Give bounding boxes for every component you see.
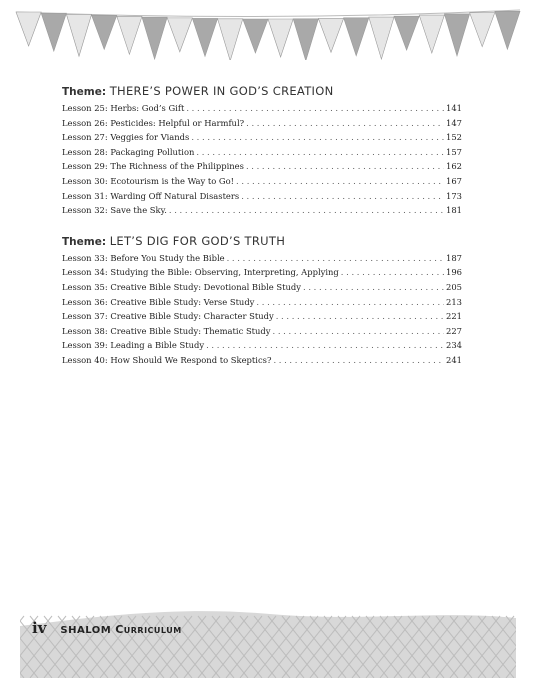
dot-leader: [191, 130, 444, 145]
page-ref: 147: [446, 117, 462, 128]
lesson-title: Lesson 36: Creative Bible Study: Verse Study: [62, 296, 255, 307]
dot-leader: [206, 338, 444, 353]
bunting-flag: [142, 17, 167, 59]
brand-name: [60, 623, 181, 636]
toc-entry: [62, 159, 462, 174]
page-ref: 196: [446, 267, 462, 278]
bunting-flag: [41, 13, 66, 51]
toc-entry: [62, 309, 462, 324]
dot-leader: [246, 116, 444, 131]
toc-entry: [62, 251, 462, 266]
toc-entry: [62, 145, 462, 160]
woven-pattern-band: [20, 606, 516, 678]
lesson-title: Lesson 29: The Richness of the Philippines: [62, 161, 244, 172]
theme-prefix: Theme:: [62, 235, 107, 248]
lesson-title: Lesson 32: Save the Sky.: [62, 205, 167, 216]
page-ref: 181: [446, 205, 462, 216]
bunting-flag: [419, 15, 444, 53]
toc-entry: [62, 353, 462, 368]
brand-rest: Curriculum: [115, 623, 182, 636]
lesson-title: Lesson 28: Packaging Pollution: [62, 146, 195, 157]
lesson-title: Lesson 31: Warding Off Natural Disasters: [62, 190, 240, 201]
toc-entry: [62, 189, 462, 204]
page-ref: 205: [446, 281, 462, 292]
page-number: iv: [32, 619, 47, 637]
bunting-flag: [369, 17, 394, 59]
page-ref: 152: [446, 132, 462, 143]
bunting-flag: [394, 16, 419, 50]
dot-leader: [273, 353, 444, 368]
lesson-title: Lesson 33: Before You Study the Bible: [62, 252, 225, 263]
dot-leader: [246, 159, 444, 174]
lesson-title: Lesson 26: Pesticides: Helpful or Harmful?: [62, 117, 245, 128]
dot-leader: [303, 280, 444, 295]
dot-leader: [256, 295, 444, 310]
bunting-flag: [470, 13, 495, 47]
bunting-flag: [344, 18, 369, 56]
toc-entry: [62, 101, 462, 116]
footer: [0, 598, 536, 688]
lesson-title: Lesson 27: Veggies for Viands: [62, 132, 190, 143]
toc-entry: [62, 280, 462, 295]
theme-section-truth: [62, 234, 462, 368]
dot-leader: [341, 265, 444, 280]
page-ref: 241: [446, 354, 462, 365]
page-ref: 162: [446, 161, 462, 172]
bunting-flag: [318, 18, 343, 52]
page-ref: 157: [446, 146, 462, 157]
bunting-flag: [293, 19, 318, 60]
dot-leader: [236, 174, 444, 189]
bunting-flag: [268, 19, 293, 57]
theme-prefix: Theme:: [62, 86, 107, 98]
theme-section-creation: [62, 84, 462, 218]
table-of-contents: [62, 84, 462, 384]
page-ref: 141: [446, 103, 462, 113]
dot-leader: [196, 145, 444, 160]
lesson-title: Lesson 40: How Should We Respond to Skeptics?: [62, 354, 272, 365]
toc-entry: [62, 265, 462, 280]
lesson-title: Lesson 39: Leading a Bible Study: [62, 340, 205, 351]
toc-entry: [62, 174, 462, 189]
dot-leader: [169, 203, 444, 218]
bunting-flag: [495, 11, 520, 49]
toc-entry: [62, 338, 462, 353]
toc-entry: [62, 116, 462, 131]
bunting-flag: [218, 19, 243, 60]
theme-name: THERE’S POWER IN GOD’S CREATION: [109, 84, 334, 98]
bunting-flag: [16, 12, 41, 46]
dot-leader: [273, 324, 444, 339]
page-ref: 234: [446, 340, 462, 351]
bunting-flag: [192, 18, 217, 56]
bunting-flag: [92, 15, 117, 49]
dot-leader: [276, 309, 444, 324]
theme-name: LET’S DIG FOR GOD’S TRUTH: [109, 233, 286, 248]
toc-entry: [62, 203, 462, 218]
bunting-flag: [117, 16, 142, 54]
dot-leader: [241, 189, 444, 204]
page-ref: 227: [446, 325, 462, 336]
bunting-flag: [243, 19, 268, 53]
lesson-title: Lesson 35: Creative Bible Study: Devotional Bible Study: [62, 281, 302, 292]
brand-bold: SHALOM: [60, 625, 112, 636]
toc-entry: [62, 295, 462, 310]
page-ref: 187: [446, 252, 462, 263]
dot-leader: [186, 101, 444, 116]
lesson-title: Lesson 34: Studying the Bible: Observing, Interpreting, Applying: [62, 267, 339, 278]
toc-entry: [62, 324, 462, 339]
page-ref: 173: [446, 190, 462, 201]
toc-entry: [62, 130, 462, 145]
bunting-decoration: [0, 0, 536, 60]
lesson-title: Lesson 37: Creative Bible Study: Character Study: [62, 311, 274, 322]
bunting-flag: [444, 14, 469, 56]
bunting-flag: [66, 14, 91, 56]
page-ref: 167: [446, 175, 462, 186]
lesson-title: Lesson 25: Herbs: God’s Gift: [62, 103, 185, 113]
lesson-title: Lesson 38: Creative Bible Study: Thematic Study: [62, 325, 271, 336]
theme-heading: [62, 84, 462, 98]
theme-heading: [62, 234, 462, 248]
bunting-flag: [167, 18, 192, 52]
lesson-title: Lesson 30: Ecotourism is the Way to Go!: [62, 175, 235, 186]
page-ref: 213: [446, 296, 462, 307]
page-ref: 221: [446, 311, 462, 322]
footer-label: [32, 619, 182, 637]
dot-leader: [227, 251, 444, 266]
